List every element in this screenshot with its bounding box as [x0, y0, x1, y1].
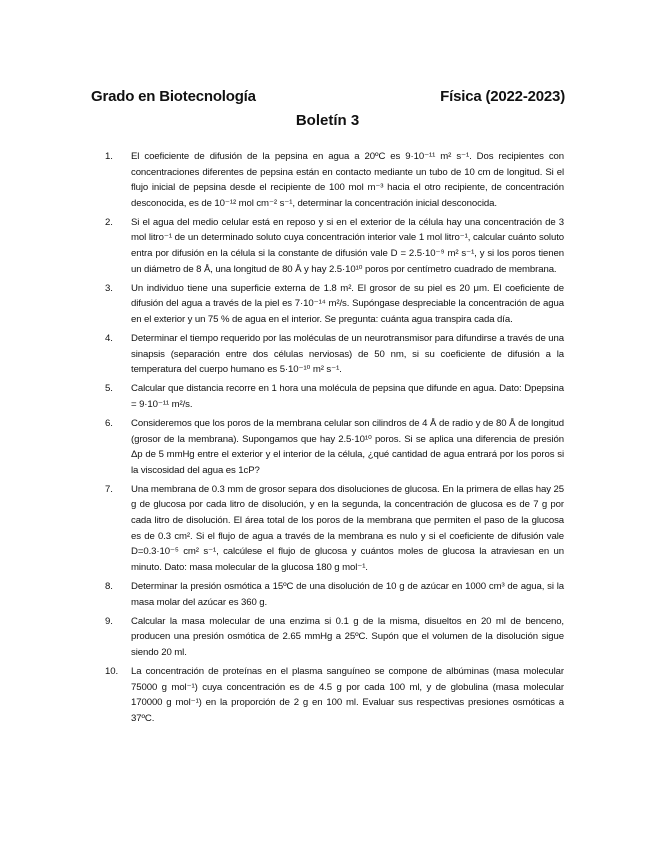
problem-item	[105, 664, 564, 726]
subject-year: Física (2022-2023)	[440, 87, 565, 105]
problem-text: El coeficiente de difusión de la pepsina en agua a 20ºC es 9·10⁻¹¹ m² s⁻¹. Dos recipientes con concentraciones diferentes de pepsina están en contacto mediante un tubo de 10 cm de longitud. Si el flujo inicial de pepsina desde el recipiente de 100 mol m⁻³ hacia el otro recipiente, de concentración desconocida, es de 10⁻¹² mol cm⁻² s⁻¹, determinar la concentración inicial desconocida.	[131, 151, 564, 209]
problem-text: La concentración de proteínas en el plasma sanguíneo se compone de albúminas (masa molecular 75000 g mol⁻¹) cuya concentración es de 4.5 g por cada 100 ml, y de globulina (masa molecular 170000 g mol⁻¹) en la proporción de 2 g en 100 ml. Evaluar sus respectivas presiones osmóticas a 37ºC.	[131, 665, 564, 724]
problem-number: 5.	[105, 383, 113, 395]
problem-item	[105, 149, 564, 211]
problem-text: Determinar la presión osmótica a 15ºC de una disolución de 10 g de azúcar en 1000 cm³ de agua, si la masa molar del azúcar es 360 g.	[131, 580, 564, 608]
problem-text: Si el agua del medio celular está en reposo y si en el exterior de la célula hay una concentración de 3 mol litro⁻¹ de un determinado soluto cuya concentración interior vale 1 mol litro⁻¹, calcular cuánto soluto entra por difusión en la célula si la constante de difusión vale D = 2.5·10⁻⁹ m² s⁻¹, y si los poros tienen un diámetro de 8 Å, una longitud de 80 Å y hay 2.5·10¹⁰ poros por centímetro cuadrado de membrana.	[131, 216, 564, 275]
problem-item	[105, 579, 564, 610]
course-name: Grado en Biotecnología	[91, 87, 256, 105]
problem-number: 4.	[105, 333, 113, 345]
problem-text: Calcular la masa molecular de una enzima si 0.1 g de la misma, disueltos en 20 ml de benceno, producen una presión osmótica de 2.65 mmHg a 25ºC. Supón que el volumen de la disolución sigue siendo 20 ml.	[131, 615, 564, 658]
problem-item	[105, 482, 564, 576]
problem-number: 2.	[105, 216, 113, 228]
problem-text: Calcular que distancia recorre en 1 hora una molécula de pepsina que difunde en agua. Dato: Dpepsina = 9·10⁻¹¹ m²/s.	[131, 383, 564, 410]
problem-number: 8.	[105, 580, 113, 592]
problem-number: 10.	[105, 665, 119, 677]
problem-number: 1.	[105, 151, 113, 162]
problem-number: 9.	[105, 615, 113, 627]
problem-text: Una membrana de 0.3 mm de grosor separa dos disoluciones de glucosa. En la primera de ellas hay 25 g de glucosa por cada litro de disolución, y en la segunda, la concentración de glucosa es de 7 g por cada litro de disolución. El área total de los poros de la membrana que permiten el paso de la glucosa es de 0.3 cm². Si el flujo de agua a través de la membrana es nulo y si el coeficiente de difusión vale D=0.3·10⁻⁵ cm² s⁻¹, calcúlese el flujo de glucosa y cuántos moles de glucosa la atraviesan en un minuto. Dato: masa molecular de la glucosa 180 g mol⁻¹.	[131, 483, 564, 573]
problem-item	[105, 381, 564, 412]
problem-number: 3.	[105, 282, 113, 294]
problem-list	[105, 149, 564, 730]
problem-text: Consideremos que los poros de la membrana celular son cilindros de 4 Å de radio y de 80 Å de longitud (grosor de la membrana). Supongamos que hay 2.5·10¹⁰ poros. Si se aplica una diferencia de presión Δp de 5 mmHg entre el exterior y el interior de la célula, ¿qué cantidad de agua entrará por los poros si la viscosidad del agua es 1cP?	[131, 418, 564, 476]
problem-item	[105, 281, 564, 328]
problem-number: 7.	[105, 483, 113, 495]
problem-item	[105, 614, 564, 661]
problem-item	[105, 215, 564, 277]
problem-number: 6.	[105, 418, 113, 429]
page-title: Boletín 3	[295, 112, 360, 129]
problem-text: Determinar el tiempo requerido por las moléculas de un neurotransmisor para difundirse a través de una sinapsis (separación entre dos células nerviosas) de 50 nm, si su coeficiente de difusión a la temperatura del cuerpo humano es 5·10⁻¹⁰ m² s⁻¹.	[131, 333, 564, 376]
problem-item	[105, 331, 564, 378]
problem-item	[105, 416, 564, 478]
problem-text: Un individuo tiene una superficie externa de 1.8 m². El grosor de su piel es 20 μm. El coeficiente de difusión del agua a través de la piel es 7·10⁻¹⁴ m²/s. Supóngase despreciable la concentración de agua en el exterior y un 75 % de agua en el interior. Se pregunta: cuánta agua transpira cada día.	[131, 282, 564, 325]
document-header	[91, 86, 565, 106]
